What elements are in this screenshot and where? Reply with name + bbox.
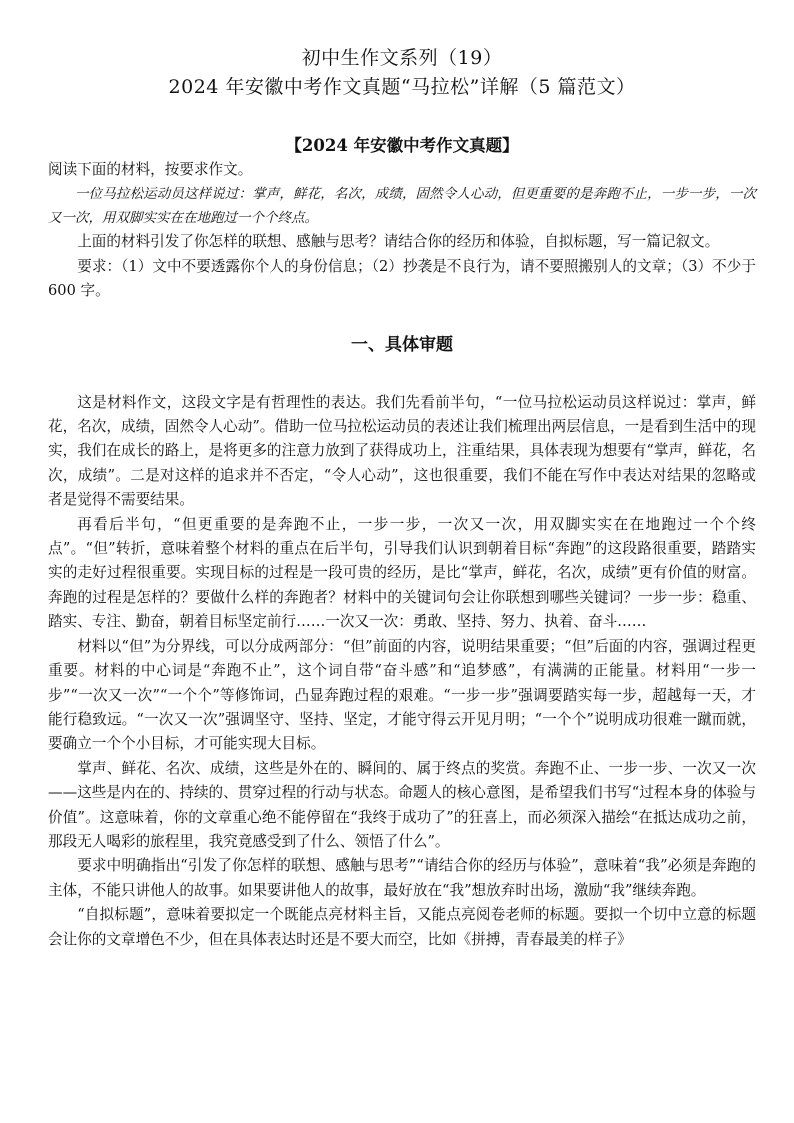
title-line-series: 初中生作文系列（19） [301, 47, 503, 69]
analysis-paragraph: 再看后半句，“但更重要的是奔跑不止，一步一步，一次又一次，用双脚实实在在地跑过一个个终点”。“但”转折，意味着整个材料的重点在后半句，引导我们认识到朝着目标“奔跑”的这段路很重要，踏踏实实的走好过程很重要。实现目标的过程是一段可贵的经历，是比“掌声，鲜花，名次，成绩”更有价值的财富。奔跑的过程是怎样的？要做什么样的奔跑者？材料中的关键词句会让你联想到哪些关键词？一步一步：稳重、踏实、专注、勤奋，朝着目标坚定前行……一次又一次：勇敢、坚持、努力、执着、奋斗…… [48, 515, 756, 631]
analysis-paragraph: 要求中明确指出“引发了你怎样的联想、感触与思考”“请结合你的经历与体验”，意味着“我”必须是奔跑的主体，不能只讲他人的故事。如果要讲他人的故事，最好放在“我”想放弃时出场，激励“我”继续奔跑。 [48, 857, 756, 899]
exam-heading: 【2024 年安徽中考作文真题】 [285, 136, 519, 155]
requirements-text: 要求：（1）文中不要透露你个人的身份信息；（2）抄袭是不良行为，请不要照搬别人的文章；（3）不少于 600 字。 [48, 257, 756, 300]
analysis-paragraph: 材料以“但”为分界线，可以分成两部分：“但”前面的内容，说明结果重要；“但”后面的内容，强调过程更重要。材料的中心词是“奔跑不止”，这个词自带“奋斗感”和“追梦感”，有满满的正能量。材料用“一步一步”“一次又一次”“一个个”等修饰词，凸显奔跑过程的艰难。“一步一步”强调要踏实每一步，超越每一天，才能行稳致远。“一次又一次”强调坚守、坚持、坚定，才能守得云开见月明；“一个个”说明成功很难一蹴而就，要确立一个个小目标，才可能实现大目标。 [48, 637, 756, 753]
document-page [48, 44, 756, 952]
material-quote: 一位马拉松运动员这样说过：掌声，鲜花，名次，成绩，固然令人心动，但更重要的是奔跑不止，一步一步，一次又一次，用双脚实实在在地跑过一个个终点。 [48, 186, 756, 227]
section-heading-review: 一、具体审题 [351, 334, 453, 355]
analysis-paragraph: 这是材料作文，这段文字是有哲理性的表达。我们先看前半句，“一位马拉松运动员这样说过：掌声，鲜花，名次，成绩，固然令人心动”。借助一位马拉松运动员的表述让我们梳理出两层信息，一是看到生活中的现实，我们在成长的路上，是将更多的注意力放到了获得成功上，注重结果，具体表现为想要有“掌声，鲜花，名次，成绩”。二是对这样的追求并不否定，“令人心动”，这也很重要，我们不能在写作中表达对结果的忽略或者是觉得不需要结果。 [48, 393, 756, 509]
title-line-main: 2024 年安徽中考作文真题“马拉松”详解（5 篇范文） [168, 76, 636, 98]
instruction-text: 阅读下面的材料，按要求作文。 [48, 161, 253, 178]
analysis-paragraph: 掌声、鲜花、名次、成绩，这些是外在的、瞬间的、属于终点的奖赏。奔跑不止、一步一步、一次又一次——这些是内在的、持续的、贯穿过程的行动与状态。命题人的核心意图，是希望我们书写“过程本身的体验与价值”。这意味着，你的文章重心绝不能停留在“我终于成功了”的狂喜上，而必须深入描绘“在抵达成功之前，那段无人喝彩的旅程里，我究竟感受到了什么、领悟了什么”。 [48, 759, 756, 850]
analysis-paragraph: “自拟标题”，意味着要拟定一个既能点亮材料主旨，又能点亮阅卷老师的标题。要拟一个切中立意的标题会让你的文章增色不少，但在具体表达时还是不要大而空，比如《拼搏，青春最美的样子》 [48, 906, 756, 948]
document-title [48, 44, 756, 102]
prompt-text: 上面的材料引发了你怎样的联想、感触与思考？请结合你的经历和体验，自拟标题，写一篇记叙文。 [77, 233, 720, 251]
